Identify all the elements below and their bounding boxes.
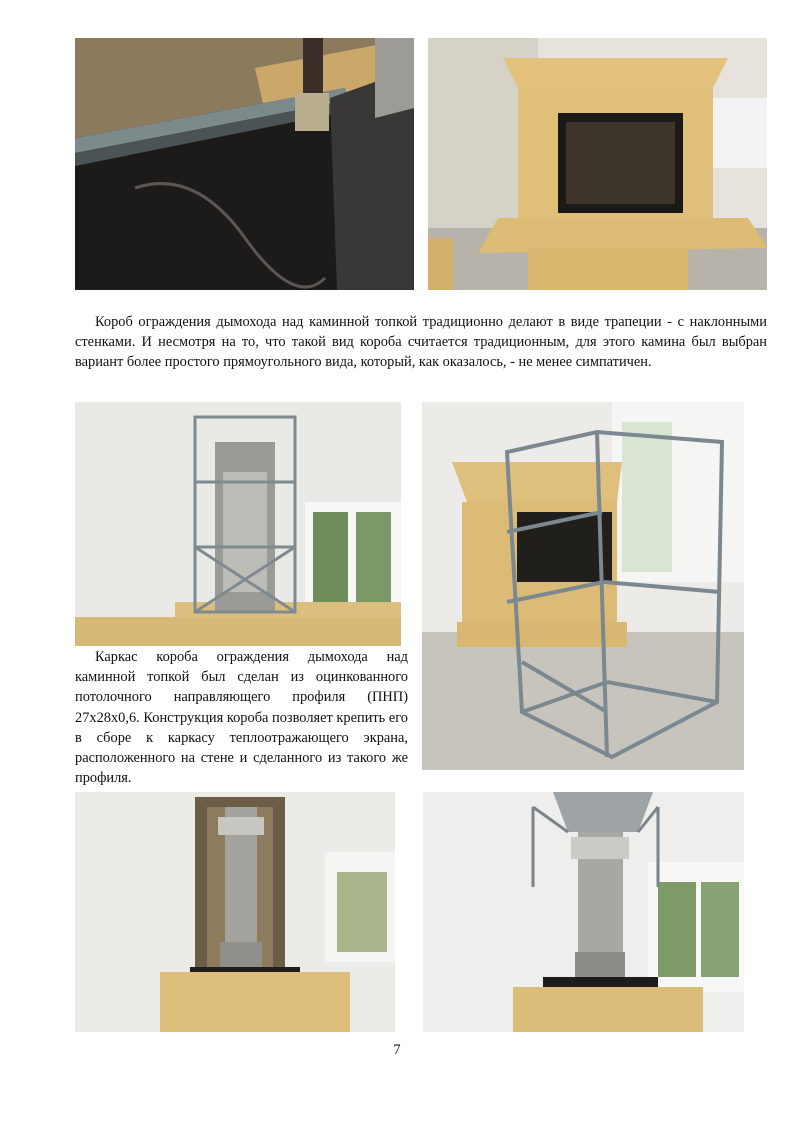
paragraph-trapezoid-box: Короб ограждения дымохода над каминной топкой традиционно делают в виде трапеции - с наклонными стенками. И несмотря на то, что такой вид короба считается традиционным, для этого камина был выбран вариант более простого прямоугольного вида, который, как оказалось, - не менее симпатичен. <box>75 314 767 371</box>
page-number: 7 <box>393 1042 401 1058</box>
photo-chimney-box-interior <box>75 38 414 290</box>
photo-metal-frame-side <box>422 402 744 770</box>
paragraph-frame-profile: Каркас короба ограждения дымохода над каминной топкой был сделан из оцинкованного потолочного направляющего профиля (ПНП) 27x28x0,6. Конструкция короба позволяет крепить его в сборе к каркасу теплоотражающего экрана, расположенного на стене и сделанного из такого же профиля. <box>75 649 408 787</box>
photo-chimney-insulated <box>75 792 395 1032</box>
photo-fireplace-brick <box>428 38 767 290</box>
photo-metal-frame-front <box>75 402 401 646</box>
photo-chimney-final <box>423 792 744 1032</box>
